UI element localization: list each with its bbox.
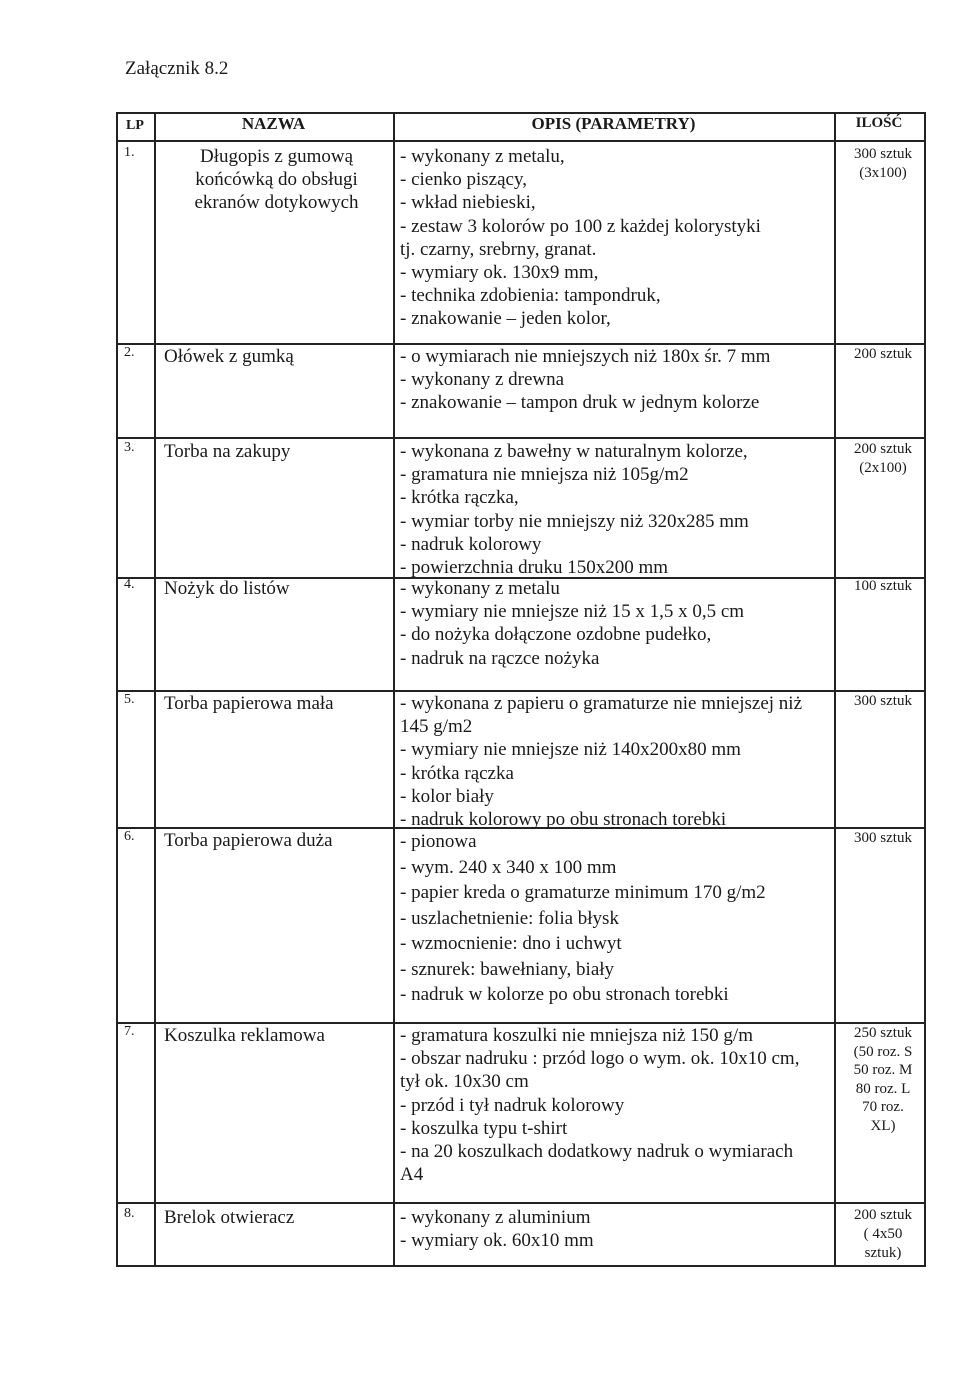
description-line: - krótka rączka, bbox=[400, 487, 519, 509]
description-line: - wymiary ok. 130x9 mm, bbox=[400, 262, 599, 284]
description-line: A4 bbox=[400, 1164, 424, 1186]
description-line: - wykonana z bawełny w naturalnym kolorze, bbox=[400, 441, 748, 462]
description-line: - przód i tył nadruk kolorowy bbox=[400, 1094, 625, 1116]
item-name bbox=[164, 440, 389, 463]
header-divider bbox=[116, 140, 926, 142]
description-line: - obszar nadruku : przód logo o wym. ok. 10x10 cm, bbox=[400, 1048, 800, 1070]
description-line: - pionowa bbox=[400, 831, 477, 852]
item-description bbox=[400, 1024, 830, 1186]
row-number: 7. bbox=[124, 1024, 135, 1039]
item-name bbox=[164, 1024, 389, 1047]
item-name-line: Koszulka reklamowa bbox=[164, 1025, 325, 1046]
quantity-line: 250 sztuk bbox=[854, 1025, 912, 1041]
description-line: - wykonany z metalu, bbox=[400, 146, 565, 167]
description-line: - kolor biały bbox=[400, 785, 494, 807]
header-opis: OPIS (PARAMETRY) bbox=[531, 114, 696, 133]
row-number: 2. bbox=[124, 345, 135, 360]
description-line: tył ok. 10x30 cm bbox=[400, 1071, 529, 1093]
quantity-line: 80 roz. L bbox=[855, 1080, 911, 1097]
quantity-line: sztuk) bbox=[864, 1245, 902, 1261]
description-line: - znakowanie – jeden kolor, bbox=[400, 308, 611, 330]
description-line: - znakowanie – tampon druk w jednym kolorze bbox=[400, 392, 760, 414]
description-line: - wymiary nie mniejsze niż 140x200x80 mm bbox=[400, 739, 741, 761]
header-nazwa: NAZWA bbox=[241, 114, 306, 133]
description-line: - gramatura nie mniejsza niż 105g/m2 bbox=[400, 464, 689, 486]
item-name bbox=[164, 829, 389, 852]
description-line: - do nożyka dołączone ozdobne pudełko, bbox=[400, 624, 712, 646]
description-line: - wym. 240 x 340 x 100 mm bbox=[400, 856, 617, 878]
item-name-line: Ołówek z gumką bbox=[164, 346, 294, 367]
items-table bbox=[116, 112, 926, 1267]
item-quantity bbox=[838, 1024, 928, 1135]
description-line: - wkład niebieski, bbox=[400, 192, 536, 214]
item-name-line: końcówką do obsługi bbox=[195, 169, 358, 190]
description-line: - nadruk kolorowy po obu stronach torebki bbox=[400, 809, 727, 831]
quantity-line: 200 sztuk bbox=[854, 1207, 912, 1223]
description-line: 145 g/m2 bbox=[400, 716, 473, 738]
description-line: - gramatura koszulki nie mniejsza niż 150 g/m bbox=[400, 1025, 753, 1046]
item-name-line: Nożyk do listów bbox=[164, 578, 290, 599]
quantity-line: (50 roz. S bbox=[853, 1043, 913, 1060]
description-line: - wykonany z metalu bbox=[400, 578, 560, 599]
item-quantity bbox=[838, 145, 928, 183]
description-line: - uszlachetnienie: folia błysk bbox=[400, 907, 619, 929]
attachment-title: Załącznik 8.2 bbox=[125, 58, 229, 79]
quantity-line: (3x100) bbox=[859, 165, 907, 181]
row-number: 3. bbox=[124, 440, 135, 455]
description-line: - cienko piszący, bbox=[400, 169, 527, 191]
item-description bbox=[400, 1206, 830, 1252]
item-name-line: Torba na zakupy bbox=[164, 441, 291, 462]
quantity-line: (2x100) bbox=[859, 460, 907, 476]
item-name-line: Długopis z gumową bbox=[199, 146, 354, 167]
item-description bbox=[400, 692, 830, 831]
description-line: - nadruk kolorowy bbox=[400, 533, 542, 555]
description-line: - wykonana z papieru o gramaturze nie mniejszej niż bbox=[400, 693, 802, 714]
quantity-line: 200 sztuk bbox=[854, 441, 912, 457]
description-line: - zestaw 3 kolorów po 100 z każdej kolorystyki bbox=[400, 215, 761, 237]
item-quantity bbox=[838, 829, 928, 848]
item-quantity bbox=[838, 440, 928, 478]
row-number: 6. bbox=[124, 829, 135, 844]
description-line: - technika zdobienia: tampondruk, bbox=[400, 285, 661, 307]
description-line: - wzmocnienie: dno i uchwyt bbox=[400, 933, 622, 954]
item-description bbox=[400, 829, 830, 1008]
description-line: - wykonany z drewna bbox=[400, 369, 565, 391]
item-description bbox=[400, 440, 830, 579]
description-line: - wymiary nie mniejsze niż 15 x 1,5 x 0,5 cm bbox=[400, 601, 745, 623]
description-line: - koszulka typu t-shirt bbox=[400, 1117, 568, 1139]
header-ilosc: ILOŚĆ bbox=[855, 115, 903, 131]
description-line: - nadruk na rączce nożyka bbox=[400, 647, 600, 669]
item-name-line: Brelok otwieracz bbox=[164, 1207, 295, 1228]
description-line: - wymiar torby nie mniejszy niż 320x285 mm bbox=[400, 510, 749, 532]
row-divider bbox=[116, 1202, 926, 1204]
table-border-bottom bbox=[116, 1265, 926, 1267]
item-name-line: Torba papierowa mała bbox=[164, 693, 334, 714]
item-name bbox=[164, 577, 389, 600]
description-line: - o wymiarach nie mniejszych niż 180x śr. 7 mm bbox=[400, 346, 771, 367]
description-line: - powierzchnia druku 150x200 mm bbox=[400, 557, 669, 579]
quantity-line: 300 sztuk bbox=[854, 146, 912, 162]
item-name bbox=[164, 1206, 389, 1229]
quantity-line: 100 sztuk bbox=[854, 578, 912, 594]
quantity-line: 300 sztuk bbox=[854, 693, 912, 709]
row-number: 4. bbox=[124, 577, 135, 592]
item-quantity bbox=[838, 577, 928, 596]
item-description bbox=[400, 577, 830, 670]
item-name bbox=[164, 692, 389, 715]
quantity-line: 70 roz. bbox=[862, 1099, 904, 1115]
description-line: - nadruk w kolorze po obu stronach torebki bbox=[400, 984, 729, 1005]
item-description bbox=[400, 145, 830, 331]
item-quantity bbox=[838, 345, 928, 364]
description-line: - wykonany z aluminium bbox=[400, 1207, 591, 1228]
quantity-line: 300 sztuk bbox=[854, 830, 912, 846]
item-name bbox=[164, 145, 389, 214]
item-name-line: ekranów dotykowych bbox=[194, 192, 359, 213]
description-line: - krótka rączka bbox=[400, 762, 514, 784]
row-number: 8. bbox=[124, 1206, 135, 1221]
item-name bbox=[164, 345, 389, 368]
quantity-line: XL) bbox=[870, 1117, 896, 1134]
item-quantity bbox=[838, 692, 928, 711]
description-line: - na 20 koszulkach dodatkowy nadruk o wymiarach bbox=[400, 1141, 794, 1163]
description-line: tj. czarny, srebrny, granat. bbox=[400, 238, 597, 260]
header-lp: LP bbox=[126, 118, 144, 133]
description-line: - sznurek: bawełniany, biały bbox=[400, 958, 615, 980]
quantity-line: 50 roz. M bbox=[853, 1062, 913, 1078]
item-description bbox=[400, 345, 830, 415]
row-number: 1. bbox=[124, 145, 135, 160]
description-line: - wymiary ok. 60x10 mm bbox=[400, 1230, 594, 1252]
item-quantity bbox=[838, 1206, 928, 1263]
description-line: - papier kreda o gramaturze minimum 170 g/m2 bbox=[400, 882, 766, 903]
item-name-line: Torba papierowa duża bbox=[164, 830, 333, 851]
row-divider bbox=[116, 437, 926, 439]
row-number: 5. bbox=[124, 692, 135, 707]
quantity-line: ( 4x50 bbox=[863, 1226, 903, 1242]
quantity-line: 200 sztuk bbox=[854, 346, 912, 362]
